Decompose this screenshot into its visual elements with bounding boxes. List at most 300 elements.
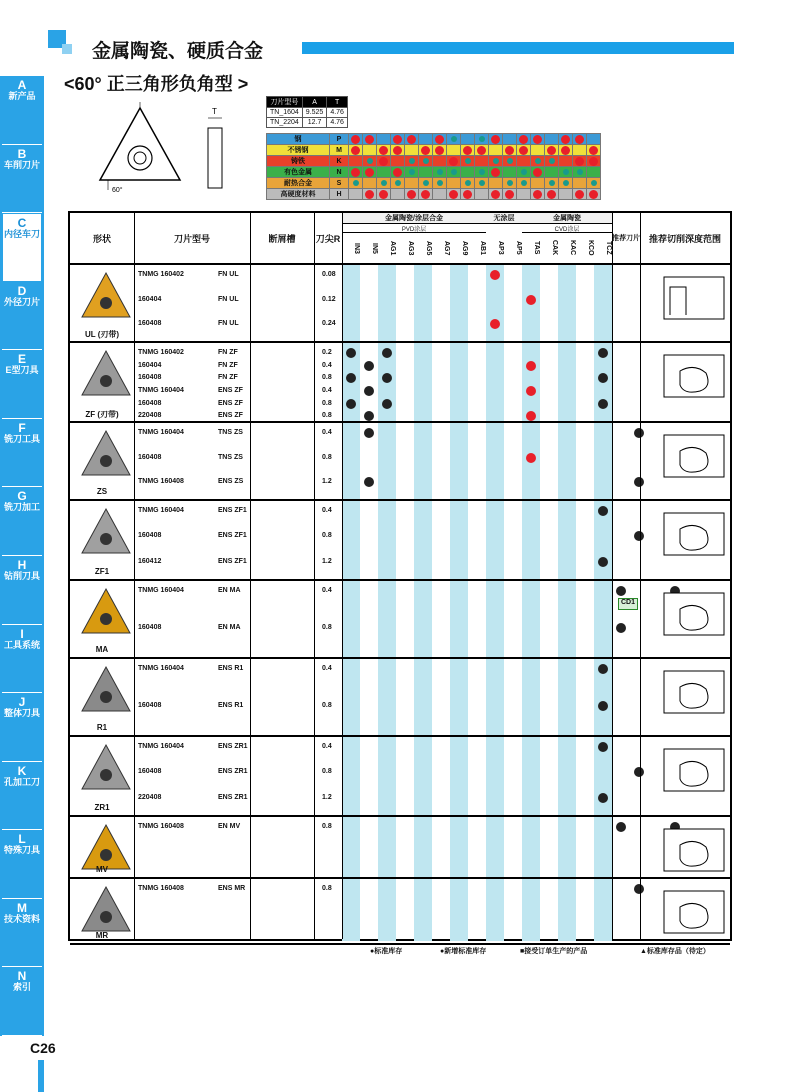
- insert-shape-icon: [78, 663, 134, 719]
- shape-label: R1: [96, 723, 108, 732]
- insert-hole: [100, 769, 112, 781]
- sidebar-item-i[interactable]: [2, 625, 42, 694]
- suitability-dot: [423, 180, 429, 186]
- material-cell: [531, 134, 545, 145]
- insert-shape-icon: [78, 585, 134, 641]
- chipbreaker-cell: ENS ZF: [218, 399, 243, 407]
- recommend-badge: CD1: [618, 598, 638, 610]
- availability-dot: [598, 701, 608, 711]
- suitability-dot: [463, 190, 472, 199]
- material-cell: [447, 145, 461, 156]
- sidebar-item-d[interactable]: [2, 282, 42, 351]
- insert-hole: [100, 911, 112, 923]
- material-cell: [559, 134, 573, 145]
- sidebar-letter: D: [17, 283, 27, 298]
- shape-label: ZS: [96, 487, 108, 496]
- material-cell: [433, 178, 447, 189]
- chipbreaker-cell: ENS ZS: [218, 478, 244, 486]
- material-cell: [377, 178, 391, 189]
- sidebar-label: E型刀具: [5, 365, 39, 376]
- availability-dot: [526, 295, 536, 305]
- suitability-dot: [409, 158, 415, 164]
- radius-cell: 0.4: [322, 587, 332, 594]
- grade-column-header: IN5: [371, 242, 378, 254]
- material-cell: [363, 134, 377, 145]
- sidebar-label: 工具系统: [3, 639, 40, 650]
- product-table: [68, 211, 732, 941]
- material-cell: [447, 156, 461, 167]
- material-cell: [363, 145, 377, 156]
- material-cell: [573, 178, 587, 189]
- material-cell: [461, 156, 475, 167]
- availability-dot: [490, 270, 500, 280]
- insert-shape: [82, 745, 130, 789]
- radius-cell: 0.4: [322, 387, 332, 394]
- availability-dot: [526, 453, 536, 463]
- header-shape: 形状: [92, 233, 111, 244]
- material-cell: [377, 145, 391, 156]
- model-cell: 160408: [138, 399, 162, 407]
- chipbreaker-cell: ENS ZR1: [218, 768, 248, 776]
- insert-shape: [82, 431, 130, 475]
- insert-shape-icon: [78, 427, 134, 483]
- suitability-dot: [395, 180, 401, 186]
- insert-hole: [100, 849, 112, 861]
- suitability-dot: [365, 168, 374, 177]
- material-cell: [391, 134, 405, 145]
- suitability-dot: [479, 180, 485, 186]
- suitability-dot: [351, 146, 360, 155]
- suitability-dot: [507, 180, 513, 186]
- chipbreaker-cell: TNS ZS: [218, 453, 243, 461]
- sidebar-item-c[interactable]: [2, 213, 42, 282]
- material-cell: [447, 134, 461, 145]
- material-cell: [587, 156, 601, 167]
- sidebar-item-h[interactable]: [2, 556, 42, 625]
- spec-header: 刀片型号: [267, 97, 303, 108]
- material-name: 不锈钢: [267, 145, 330, 156]
- chart-frame: [664, 435, 724, 477]
- chipbreaker-cell: FN UL: [218, 271, 239, 278]
- suitability-dot: [407, 190, 416, 199]
- material-cell: [433, 145, 447, 156]
- sidebar-letter: K: [17, 763, 27, 778]
- shape-label: ZF (刃带): [85, 410, 119, 419]
- chipbreaker-cell: ENS ZF: [218, 387, 243, 394]
- grade-column-header: IN3: [353, 242, 360, 254]
- shape-label: MA: [95, 645, 109, 654]
- chipbreaker-cell: EN MV: [218, 823, 241, 830]
- spec-cell: TN_2204: [267, 118, 303, 128]
- dimension-table: [266, 96, 348, 128]
- cutting-range-chart: [650, 275, 726, 329]
- sidebar-item-b[interactable]: [2, 145, 42, 214]
- sidebar-label: 技术资料: [3, 913, 40, 924]
- cutting-range-chart: [650, 889, 726, 943]
- chipbreaker-cell: ENS ZF1: [218, 532, 247, 540]
- availability-dot: [490, 319, 500, 329]
- sidebar-letter: C: [17, 216, 27, 231]
- material-cell: [461, 145, 475, 156]
- suitability-dot: [519, 135, 528, 144]
- material-cell: [391, 178, 405, 189]
- suitability-dot: [561, 146, 570, 155]
- availability-dot: [598, 664, 608, 674]
- sidebar-letter: B: [17, 146, 27, 161]
- sidebar-label: 铣刀工具: [3, 433, 40, 444]
- shape-label: UL (刃带): [84, 330, 120, 339]
- material-cell: [503, 134, 517, 145]
- insert-hole: [100, 455, 112, 467]
- availability-dot: [598, 506, 608, 516]
- availability-dot: [616, 822, 626, 832]
- insert-shape: [82, 887, 130, 931]
- material-cell: [447, 178, 461, 189]
- material-cell: [489, 167, 503, 178]
- insert-hole: [100, 613, 112, 625]
- material-name: 铸铁: [267, 156, 330, 167]
- legend-pending: ▲标准库存品（待定）: [640, 948, 710, 955]
- availability-dot: [364, 411, 374, 421]
- material-name: 有色金属: [267, 167, 330, 178]
- material-cell: [517, 167, 531, 178]
- grade-column-header: AB1: [479, 240, 486, 255]
- cutting-range-chart: [650, 591, 726, 645]
- radius-cell: 1.2: [322, 478, 332, 486]
- insert-hole: [100, 691, 112, 703]
- shape-label: MR: [95, 931, 109, 940]
- availability-dot: [634, 477, 644, 487]
- material-name: 钢: [267, 134, 330, 145]
- cutting-range-chart: [650, 433, 726, 487]
- material-cell: [489, 156, 503, 167]
- suitability-dot: [379, 157, 388, 166]
- material-cell: [349, 134, 363, 145]
- material-cell: [531, 145, 545, 156]
- sidebar-letter: F: [18, 420, 26, 435]
- suitability-dot: [351, 135, 360, 144]
- chart-frame: [664, 829, 724, 871]
- suitability-dot: [589, 157, 598, 166]
- radius-cell: 1.2: [322, 557, 332, 565]
- suitability-dot: [353, 180, 359, 186]
- material-cell: [545, 178, 559, 189]
- spec-cell: 12.7: [302, 118, 327, 128]
- radius-cell: 0.8: [322, 624, 332, 631]
- shape-label: MV: [96, 865, 108, 874]
- material-cell: [433, 167, 447, 178]
- material-cell: [433, 156, 447, 167]
- material-cell: [391, 156, 405, 167]
- radius-cell: 0.24: [322, 320, 336, 328]
- suitability-dot: [393, 146, 402, 155]
- grade-column-header: AG9: [461, 240, 468, 256]
- suitability-dot: [505, 146, 514, 155]
- material-cell: [405, 134, 419, 145]
- material-cell: [587, 145, 601, 156]
- header-chipbreaker: 断屑槽: [268, 233, 296, 244]
- suitability-dot: [437, 169, 443, 175]
- suitability-dot: [463, 146, 472, 155]
- svg-text:T: T: [212, 107, 217, 116]
- material-cell: [419, 145, 433, 156]
- material-cell: [517, 178, 531, 189]
- suitability-dot: [563, 180, 569, 186]
- material-cell: [405, 178, 419, 189]
- insert-hole: [100, 297, 112, 309]
- material-cell: [475, 134, 489, 145]
- page-title: 金属陶瓷、硬质合金: [92, 41, 264, 62]
- bottom-strip: [38, 1060, 44, 1092]
- chipbreaker-cell: EN MA: [218, 624, 241, 631]
- grade-column-header: KAC: [569, 240, 576, 256]
- material-cell: [461, 178, 475, 189]
- sidebar-item-e[interactable]: [2, 350, 42, 419]
- suitability-dot: [379, 146, 388, 155]
- material-cell: [349, 189, 363, 200]
- suitability-dot: [421, 146, 430, 155]
- model-cell: TNMG 160404: [138, 587, 184, 594]
- header-sub-pvd: PVD涂层: [342, 224, 486, 233]
- model-cell: TNMG 160404: [138, 387, 184, 394]
- spec-header: T: [327, 97, 348, 108]
- model-cell: 160408: [138, 702, 162, 709]
- product-row: [70, 817, 730, 879]
- sidebar-letter: N: [17, 969, 27, 984]
- suitability-dot: [549, 180, 555, 186]
- material-cell: [531, 167, 545, 178]
- sidebar-label: 孔加工刀: [3, 776, 40, 787]
- material-cell: [461, 167, 475, 178]
- material-cell: [419, 134, 433, 145]
- material-code: S: [330, 178, 349, 189]
- material-cell: [419, 167, 433, 178]
- material-cell: [363, 156, 377, 167]
- sidebar-label: 内径车刀: [3, 229, 40, 240]
- header-sub-cvd: CVD涂层: [522, 224, 612, 233]
- material-cell: [587, 167, 601, 178]
- model-cell: 160408: [138, 453, 162, 461]
- material-cell: [433, 189, 447, 200]
- radius-cell: 0.8: [322, 532, 332, 540]
- material-cell: [447, 189, 461, 200]
- product-row: [70, 343, 730, 423]
- sidebar-item-l[interactable]: [2, 830, 42, 899]
- sidebar-item-g[interactable]: [2, 487, 42, 556]
- suitability-dot: [575, 157, 584, 166]
- material-cell: [573, 167, 587, 178]
- material-cell: [573, 156, 587, 167]
- grade-column-header: AP3: [497, 241, 504, 255]
- material-cell: [573, 145, 587, 156]
- spec-header: A: [302, 97, 327, 108]
- legend-new: ●新增标准库存: [440, 948, 487, 955]
- shape-label: ZR1: [94, 803, 110, 812]
- sidebar-letter: A: [17, 78, 27, 92]
- legend-standard: ●标准库存: [370, 948, 403, 955]
- insert-shape: [82, 667, 130, 711]
- suitability-dot: [547, 146, 556, 155]
- suitability-dot: [367, 158, 373, 164]
- radius-cell: 0.8: [322, 885, 332, 892]
- suitability-dot: [507, 158, 513, 164]
- insert-shape-icon: [78, 269, 134, 325]
- product-row: [70, 737, 730, 817]
- chipbreaker-cell: FN UL: [218, 295, 239, 303]
- header-radius: 刀尖R: [315, 233, 341, 244]
- suitability-dot: [423, 158, 429, 164]
- material-cell: [587, 134, 601, 145]
- availability-dot: [634, 884, 644, 894]
- material-cell: [559, 156, 573, 167]
- product-row: [70, 581, 730, 659]
- chart-frame: [664, 593, 724, 635]
- chipbreaker-cell: ENS ZF: [218, 412, 243, 420]
- material-cell: [377, 189, 391, 200]
- suitability-dot: [451, 169, 457, 175]
- title-bar: [302, 42, 734, 54]
- radius-cell: 0.4: [322, 361, 332, 369]
- material-cell: [531, 178, 545, 189]
- suitability-dot: [519, 146, 528, 155]
- material-cell: [517, 156, 531, 167]
- material-cell: [503, 167, 517, 178]
- suitability-dot: [479, 169, 485, 175]
- suitability-dot: [365, 135, 374, 144]
- model-cell: 160404: [138, 295, 162, 303]
- product-row: [70, 423, 730, 501]
- suitability-dot: [393, 168, 402, 177]
- suitability-dot: [521, 180, 527, 186]
- product-row: [70, 265, 730, 343]
- radius-cell: 0.8: [322, 702, 332, 709]
- chipbreaker-cell: ENS MR: [218, 885, 246, 892]
- material-cell: [461, 189, 475, 200]
- material-cell: [573, 189, 587, 200]
- sidebar-item-a[interactable]: [2, 76, 42, 145]
- material-code: H: [330, 189, 349, 200]
- header-group-cvd: 金属陶瓷: [522, 213, 612, 224]
- cutting-range-chart: [650, 353, 726, 407]
- sidebar-item-f[interactable]: [2, 419, 42, 488]
- sidebar-label: 索引: [12, 982, 31, 993]
- material-cell: [419, 178, 433, 189]
- material-cell: [489, 189, 503, 200]
- radius-cell: 0.12: [322, 295, 336, 303]
- header-range: 推荐切削深度范围: [648, 233, 721, 244]
- material-cell: [363, 189, 377, 200]
- suitability-dot: [451, 136, 457, 142]
- grade-column-header: AG5: [425, 240, 432, 256]
- material-cell: [349, 156, 363, 167]
- grade-column-header: TAS: [533, 241, 540, 255]
- cutting-range-chart: [650, 511, 726, 565]
- insert-shape-icon: [78, 505, 134, 561]
- chipbreaker-cell: FN ZF: [218, 361, 238, 369]
- material-cell: [545, 167, 559, 178]
- suitability-dot: [465, 180, 471, 186]
- suitability-dot: [491, 135, 500, 144]
- chart-frame: [664, 355, 724, 397]
- chart-frame: [664, 513, 724, 555]
- header-model: 刀片型号: [173, 233, 210, 244]
- material-cell: [391, 167, 405, 178]
- radius-cell: 0.4: [322, 429, 332, 436]
- material-code: N: [330, 167, 349, 178]
- page-subtitle: <60° 正三角形负角型 >: [64, 74, 249, 94]
- material-cell: [517, 189, 531, 200]
- material-cell: [405, 156, 419, 167]
- material-cell: [377, 167, 391, 178]
- sidebar-label: 钻削刀具: [3, 571, 40, 581]
- spec-cell: 4.76: [327, 108, 348, 118]
- suitability-dot: [577, 169, 583, 175]
- suitability-dot: [379, 190, 388, 199]
- product-row: [70, 879, 730, 945]
- suitability-dot: [435, 146, 444, 155]
- suitability-dot: [381, 180, 387, 186]
- suitability-dot: [351, 168, 360, 177]
- material-cell: [349, 145, 363, 156]
- suitability-dot: [575, 190, 584, 199]
- suitability-dot: [407, 135, 416, 144]
- chipbreaker-cell: TNS ZS: [218, 429, 243, 436]
- insert-shape: [82, 351, 130, 395]
- sidebar-item-n[interactable]: [2, 967, 42, 1036]
- suitability-dot: [561, 135, 570, 144]
- suitability-dot: [589, 146, 598, 155]
- cutting-range-chart: [650, 827, 726, 881]
- suitability-dot: [493, 158, 499, 164]
- sidebar-item-j[interactable]: [2, 693, 42, 762]
- title-mark-small: [62, 44, 72, 54]
- material-cell: [433, 134, 447, 145]
- material-cell: [517, 134, 531, 145]
- model-cell: 160408: [138, 320, 162, 328]
- model-cell: TNMG 160404: [138, 665, 184, 672]
- sidebar-label: 特殊刀具: [3, 845, 40, 856]
- insert-hole: [100, 533, 112, 545]
- suitability-dot: [435, 135, 444, 144]
- chipbreaker-cell: FN ZF: [218, 374, 238, 382]
- sidebar-label: 新产品: [8, 91, 36, 101]
- material-cell: [587, 189, 601, 200]
- material-cell: [419, 156, 433, 167]
- sidebar-item-k[interactable]: [2, 762, 42, 831]
- sidebar-label: 车削刀片: [3, 159, 40, 170]
- material-cell: [489, 134, 503, 145]
- insert-shape-icon: [78, 741, 134, 797]
- material-cell: [461, 134, 475, 145]
- material-cell: [559, 189, 573, 200]
- radius-cell: 0.4: [322, 665, 332, 672]
- suitability-dot: [589, 190, 598, 199]
- availability-dot: [364, 428, 374, 438]
- sidebar-item-m[interactable]: [2, 899, 42, 968]
- material-cell: [405, 145, 419, 156]
- suitability-dot: [591, 180, 597, 186]
- radius-cell: 0.4: [322, 507, 332, 514]
- model-cell: 220408: [138, 412, 162, 420]
- suitability-dot: [421, 190, 430, 199]
- material-cell: [545, 189, 559, 200]
- suitability-dot: [409, 169, 415, 175]
- radius-cell: 0.08: [322, 271, 336, 278]
- suitability-dot: [533, 190, 542, 199]
- material-cell: [503, 178, 517, 189]
- material-cell: [503, 189, 517, 200]
- model-cell: TNMG 160404: [138, 429, 184, 436]
